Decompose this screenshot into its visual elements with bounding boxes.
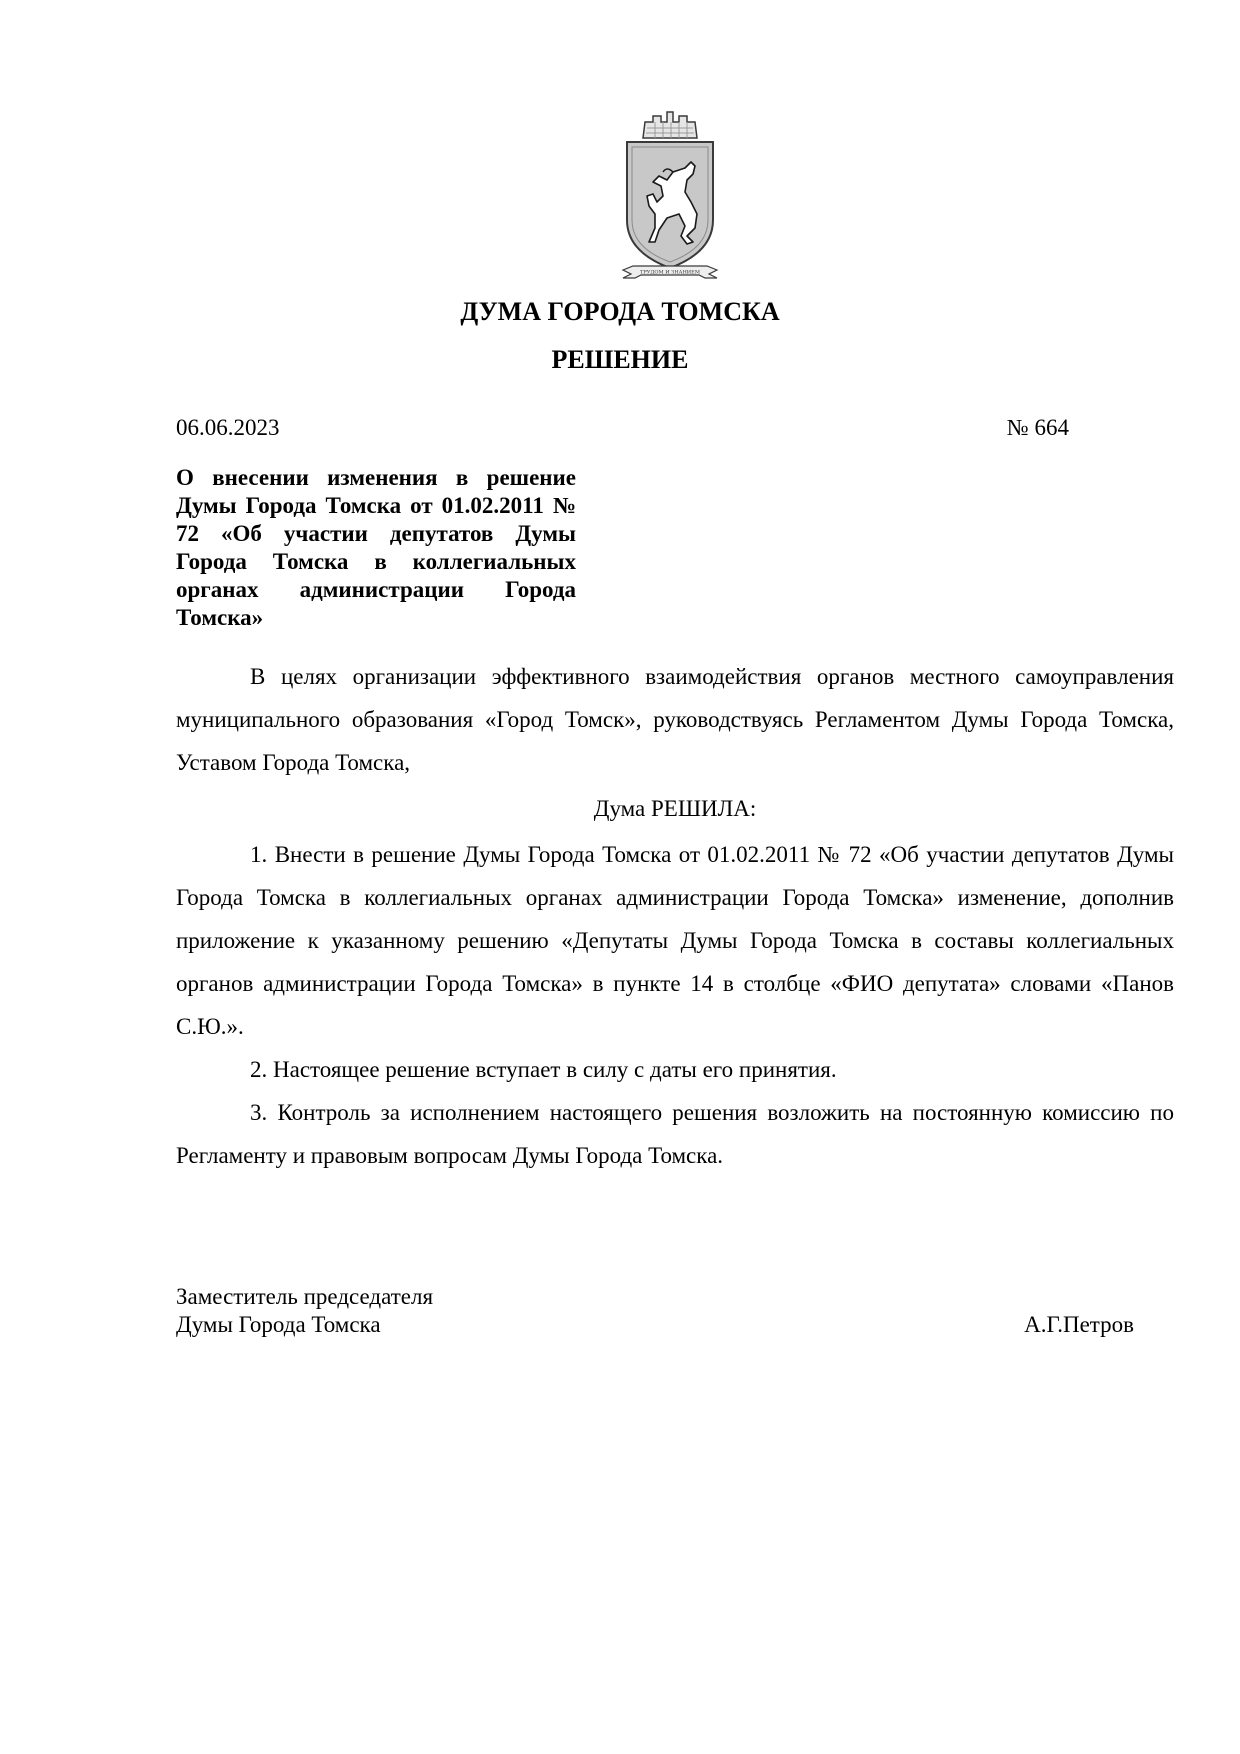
- signature-position-line-1: Заместитель председателя: [176, 1284, 434, 1309]
- resolution-item-1: 1. Внести в решение Думы Города Томска от 01.02.2011 № 72 «Об участии депутатов Думы Города Томска в коллегиальных органах администрации Города Томска» изменение, дополнив приложение к указанному решению «Депутаты Думы Города Томска в составы коллегиальных органов администрации Города Томска» в пункте 14 в столбце «ФИО депутата» словами «Панов С.Ю.».: [176, 842, 1174, 1039]
- document-body: [176, 655, 1174, 1177]
- resolved-heading: Дума РЕШИЛА:: [593, 796, 757, 821]
- document-subject: О внесении изменения в решение Думы Города Томска от 01.02.2011 № 72 «Об участии депутатов Думы Города Томска в коллегиальных органах администрации Города Томска»: [176, 465, 576, 630]
- signature-position: [176, 1283, 433, 1339]
- document-number: № 664: [1006, 415, 1069, 440]
- signature-name: А.Г.Петров: [1024, 1312, 1134, 1337]
- resolution-item-2: 2. Настоящее решение вступает в силу с даты его принятия.: [250, 1057, 837, 1082]
- preamble-paragraph: В целях организации эффективного взаимодействия органов местного самоуправления муниципального образования «Город Томск», руководствуясь Регламентом Думы Города Томска, Уставом Города Томска,: [176, 664, 1174, 775]
- tomsk-coat-of-arms-icon: [615, 110, 725, 285]
- resolution-item-3: 3. Контроль за исполнением настоящего решения возложить на постоянную комиссию по Регламенту и правовым вопросам Думы Города Томска.: [176, 1100, 1174, 1168]
- emblem-motto: ТРУДОМ И ЗНАНИЕМ: [640, 269, 700, 276]
- document-date: 06.06.2023: [176, 415, 280, 440]
- document-kind: РЕШЕНИЕ: [551, 345, 689, 374]
- organization-title: ДУМА ГОРОДА ТОМСКА: [460, 297, 780, 326]
- signature-position-line-2: Думы Города Томска: [176, 1312, 381, 1337]
